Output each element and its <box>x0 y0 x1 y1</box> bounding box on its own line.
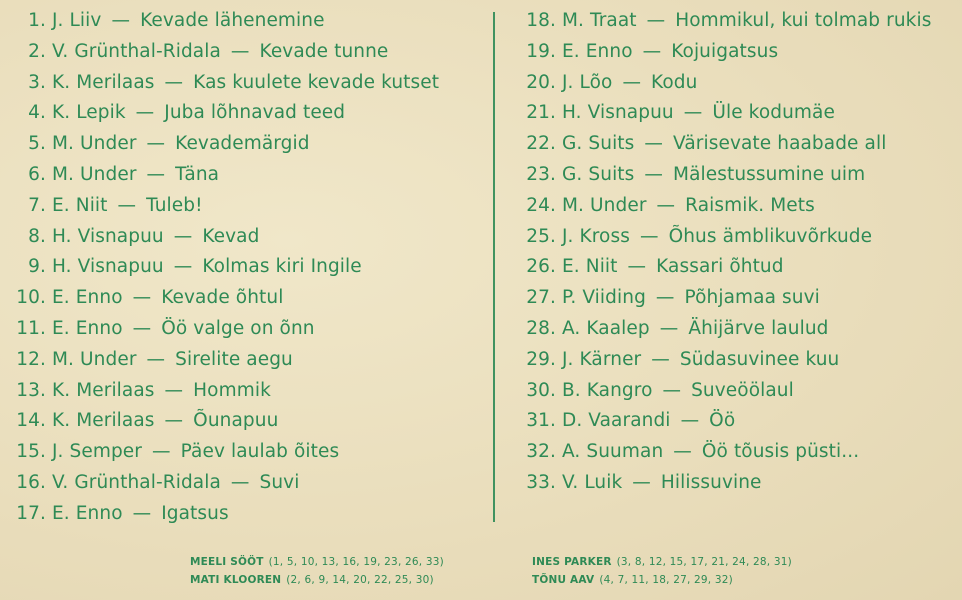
track-row <box>508 314 962 345</box>
track-author: H. Visnapuu <box>562 102 674 124</box>
track-row <box>508 468 962 499</box>
dash-separator: — <box>111 10 131 31</box>
track-number: 28. <box>526 317 556 339</box>
dash-separator: — <box>173 256 193 278</box>
track-row <box>6 252 476 283</box>
dash-separator: — <box>152 441 171 463</box>
track-number: 29. <box>526 348 556 370</box>
track-title: Sirelite aegu <box>175 348 293 370</box>
track-number: 22. <box>526 133 556 155</box>
performer-name: INES PARKER <box>532 556 612 568</box>
track-number: 20. <box>526 71 556 93</box>
track-author: A. Suuman <box>562 441 664 463</box>
track-author: K. Merilaas <box>52 71 155 93</box>
dash-separator: — <box>135 102 155 124</box>
track-title: Kevade õhtul <box>161 287 284 309</box>
track-title: Kevade lähenemine <box>140 10 325 31</box>
performer-credits-right <box>532 553 792 589</box>
dash-separator: — <box>132 287 152 309</box>
track-title: Kolmas kiri Ingile <box>202 256 362 278</box>
dash-separator: — <box>651 348 670 370</box>
track-author: H. Visnapuu <box>52 256 164 278</box>
dash-separator: — <box>117 194 137 216</box>
track-title: Üle kodumäe <box>712 102 835 124</box>
track-row <box>508 191 962 222</box>
track-number: 26. <box>526 256 556 278</box>
track-title: Ähijärve laulud <box>688 317 829 339</box>
track-row <box>508 37 962 68</box>
track-title: Õhus ämblikuvõrkude <box>668 225 873 247</box>
track-number: 31. <box>526 410 556 432</box>
dash-separator: — <box>230 471 250 493</box>
track-row <box>6 37 476 68</box>
track-title: Põhjamaa suvi <box>684 287 820 309</box>
dash-separator: — <box>132 317 152 339</box>
track-number: 16. <box>16 471 46 493</box>
track-title: Täna <box>175 163 220 185</box>
track-number: 4. <box>28 102 46 124</box>
performer-credit <box>190 553 444 571</box>
dash-separator: — <box>632 471 651 493</box>
track-row <box>6 6 476 37</box>
track-author: M. Under <box>52 348 137 370</box>
performer-credits-left <box>190 553 444 589</box>
track-author: M. Under <box>52 133 137 155</box>
track-number: 23. <box>526 163 556 185</box>
track-title: Öö tõusis püsti... <box>701 441 860 463</box>
track-row <box>508 345 962 376</box>
track-number: 2. <box>28 40 46 62</box>
track-row <box>6 160 476 191</box>
track-title: Kevade tunne <box>259 40 389 62</box>
track-author: H. Visnapuu <box>52 225 164 247</box>
column-divider <box>493 12 495 522</box>
dash-separator: — <box>146 133 166 155</box>
performer-track-numbers: (3, 8, 12, 15, 17, 21, 24, 28, 31) <box>616 556 792 568</box>
track-row <box>6 437 476 468</box>
track-author: J. Kross <box>562 225 630 247</box>
track-title: Hommik <box>193 379 271 401</box>
track-title: Raismik. Mets <box>685 194 815 216</box>
track-author: M. Under <box>562 194 647 216</box>
dash-separator: — <box>642 40 662 62</box>
dash-separator: — <box>164 379 184 401</box>
track-author: J. Lõo <box>562 71 613 93</box>
dash-separator: — <box>680 410 700 432</box>
track-author: K. Merilaas <box>52 410 155 432</box>
dash-separator: — <box>146 163 166 185</box>
track-author: G. Suits <box>562 133 635 155</box>
track-author: G. Suits <box>562 163 635 185</box>
track-number: 6. <box>28 163 46 185</box>
track-number: 30. <box>526 379 556 401</box>
track-title: Kas kuulete kevade kutset <box>193 71 440 93</box>
performer-credit <box>532 553 792 571</box>
track-author: E. Enno <box>562 40 633 62</box>
dash-separator: — <box>662 379 682 401</box>
track-number: 12. <box>16 348 46 370</box>
dash-separator: — <box>656 194 676 216</box>
track-title: Südasuvinee kuu <box>679 348 840 370</box>
track-title: Öö <box>709 410 736 432</box>
track-title: Suveöölaul <box>691 379 794 401</box>
track-number: 9. <box>28 256 46 278</box>
performer-track-numbers: (1, 5, 10, 13, 16, 19, 23, 26, 33) <box>268 556 444 568</box>
performer-name: TÕNU AAV <box>532 574 595 586</box>
track-title: Tuleb! <box>146 194 203 216</box>
track-number: 10. <box>16 287 46 309</box>
track-row <box>508 98 962 129</box>
track-row <box>6 68 476 99</box>
performer-track-numbers: (4, 7, 11, 18, 27, 29, 32) <box>599 574 733 586</box>
dash-separator: — <box>164 71 184 93</box>
track-author: E. Enno <box>52 502 123 524</box>
track-number: 17. <box>16 502 46 524</box>
track-number: 24. <box>526 194 556 216</box>
dash-separator: — <box>644 133 664 155</box>
track-row <box>6 499 476 530</box>
track-title: Päev laulab õites <box>180 441 340 463</box>
track-number: 27. <box>526 287 556 309</box>
tracklist-right-column <box>508 6 962 499</box>
track-number: 18. <box>526 10 556 31</box>
track-author: J. Liiv <box>52 10 102 31</box>
track-row <box>508 68 962 99</box>
dash-separator: — <box>132 502 152 524</box>
track-author: E. Enno <box>52 317 123 339</box>
track-row <box>508 129 962 160</box>
dash-separator: — <box>673 441 692 463</box>
track-row <box>6 406 476 437</box>
track-author: P. Viiding <box>562 287 646 309</box>
track-number: 8. <box>28 225 46 247</box>
track-number: 7. <box>28 194 46 216</box>
track-number: 32. <box>526 441 556 463</box>
track-row <box>508 406 962 437</box>
track-author: V. Grünthal-Ridala <box>52 40 221 62</box>
track-row <box>6 376 476 407</box>
track-author: B. Kangro <box>562 379 653 401</box>
performer-credit <box>532 571 792 589</box>
track-author: E. Enno <box>52 287 123 309</box>
track-number: 21. <box>526 102 556 124</box>
track-number: 19. <box>526 40 556 62</box>
performer-credit <box>190 571 444 589</box>
track-author: K. Merilaas <box>52 379 155 401</box>
dash-separator: — <box>627 256 647 278</box>
track-row <box>508 437 962 468</box>
dash-separator: — <box>683 102 703 124</box>
track-author: V. Grünthal-Ridala <box>52 471 221 493</box>
track-number: 33. <box>526 471 556 493</box>
track-row <box>6 345 476 376</box>
track-title: Värisevate haabade all <box>673 133 887 155</box>
track-number: 25. <box>526 225 556 247</box>
dash-separator: — <box>655 287 675 309</box>
performer-name: MATI KLOOREN <box>190 574 282 586</box>
track-row <box>6 468 476 499</box>
track-title: Õunapuu <box>193 410 279 432</box>
dash-separator: — <box>644 163 664 185</box>
track-title: Hommikul, kui tolmab rukis <box>675 10 932 31</box>
track-row <box>508 160 962 191</box>
track-title: Hilissuvine <box>660 471 762 493</box>
dash-separator: — <box>659 317 679 339</box>
track-author: A. Kaalep <box>562 317 650 339</box>
track-author: E. Niit <box>52 194 108 216</box>
dash-separator: — <box>164 410 184 432</box>
track-title: Mälestussumine uim <box>673 163 866 185</box>
track-number: 5. <box>28 133 46 155</box>
track-row <box>508 6 962 37</box>
track-title: Kevademärgid <box>175 133 310 155</box>
dash-separator: — <box>230 40 250 62</box>
track-author: E. Niit <box>562 256 618 278</box>
track-row <box>6 191 476 222</box>
track-number: 13. <box>16 379 46 401</box>
track-row <box>508 252 962 283</box>
track-row <box>6 222 476 253</box>
track-number: 11. <box>16 317 46 339</box>
track-author: D. Vaarandi <box>562 410 671 432</box>
track-title: Kassari õhtud <box>656 256 784 278</box>
track-author: M. Under <box>52 163 137 185</box>
track-author: J. Semper <box>52 441 142 463</box>
track-row <box>508 376 962 407</box>
track-row <box>6 283 476 314</box>
track-row <box>508 283 962 314</box>
performer-name: MEELI SÖÖT <box>190 556 264 568</box>
dash-separator: — <box>646 10 666 31</box>
track-row <box>6 98 476 129</box>
track-title: Öö valge on õnn <box>161 317 315 339</box>
performer-track-numbers: (2, 6, 9, 14, 20, 22, 25, 30) <box>286 574 434 586</box>
track-number: 14. <box>16 410 46 432</box>
track-title: Kodu <box>651 71 698 93</box>
dash-separator: — <box>146 348 166 370</box>
track-title: Kevad <box>202 225 260 247</box>
track-author: K. Lepik <box>52 102 126 124</box>
track-number: 1. <box>28 10 46 31</box>
track-title: Kojuigatsus <box>671 40 779 62</box>
track-author: V. Luik <box>562 471 623 493</box>
track-row <box>6 314 476 345</box>
track-number: 15. <box>16 441 46 463</box>
dash-separator: — <box>622 71 642 93</box>
track-author: J. Kärner <box>562 348 642 370</box>
track-number: 3. <box>28 71 46 93</box>
track-title: Juba lõhnavad teed <box>164 102 346 124</box>
track-row <box>6 129 476 160</box>
track-title: Suvi <box>259 471 300 493</box>
track-row <box>508 222 962 253</box>
track-title: Igatsus <box>161 502 229 524</box>
dash-separator: — <box>639 225 659 247</box>
track-author: M. Traat <box>562 10 637 31</box>
tracklist-left-column <box>6 6 476 530</box>
dash-separator: — <box>173 225 193 247</box>
